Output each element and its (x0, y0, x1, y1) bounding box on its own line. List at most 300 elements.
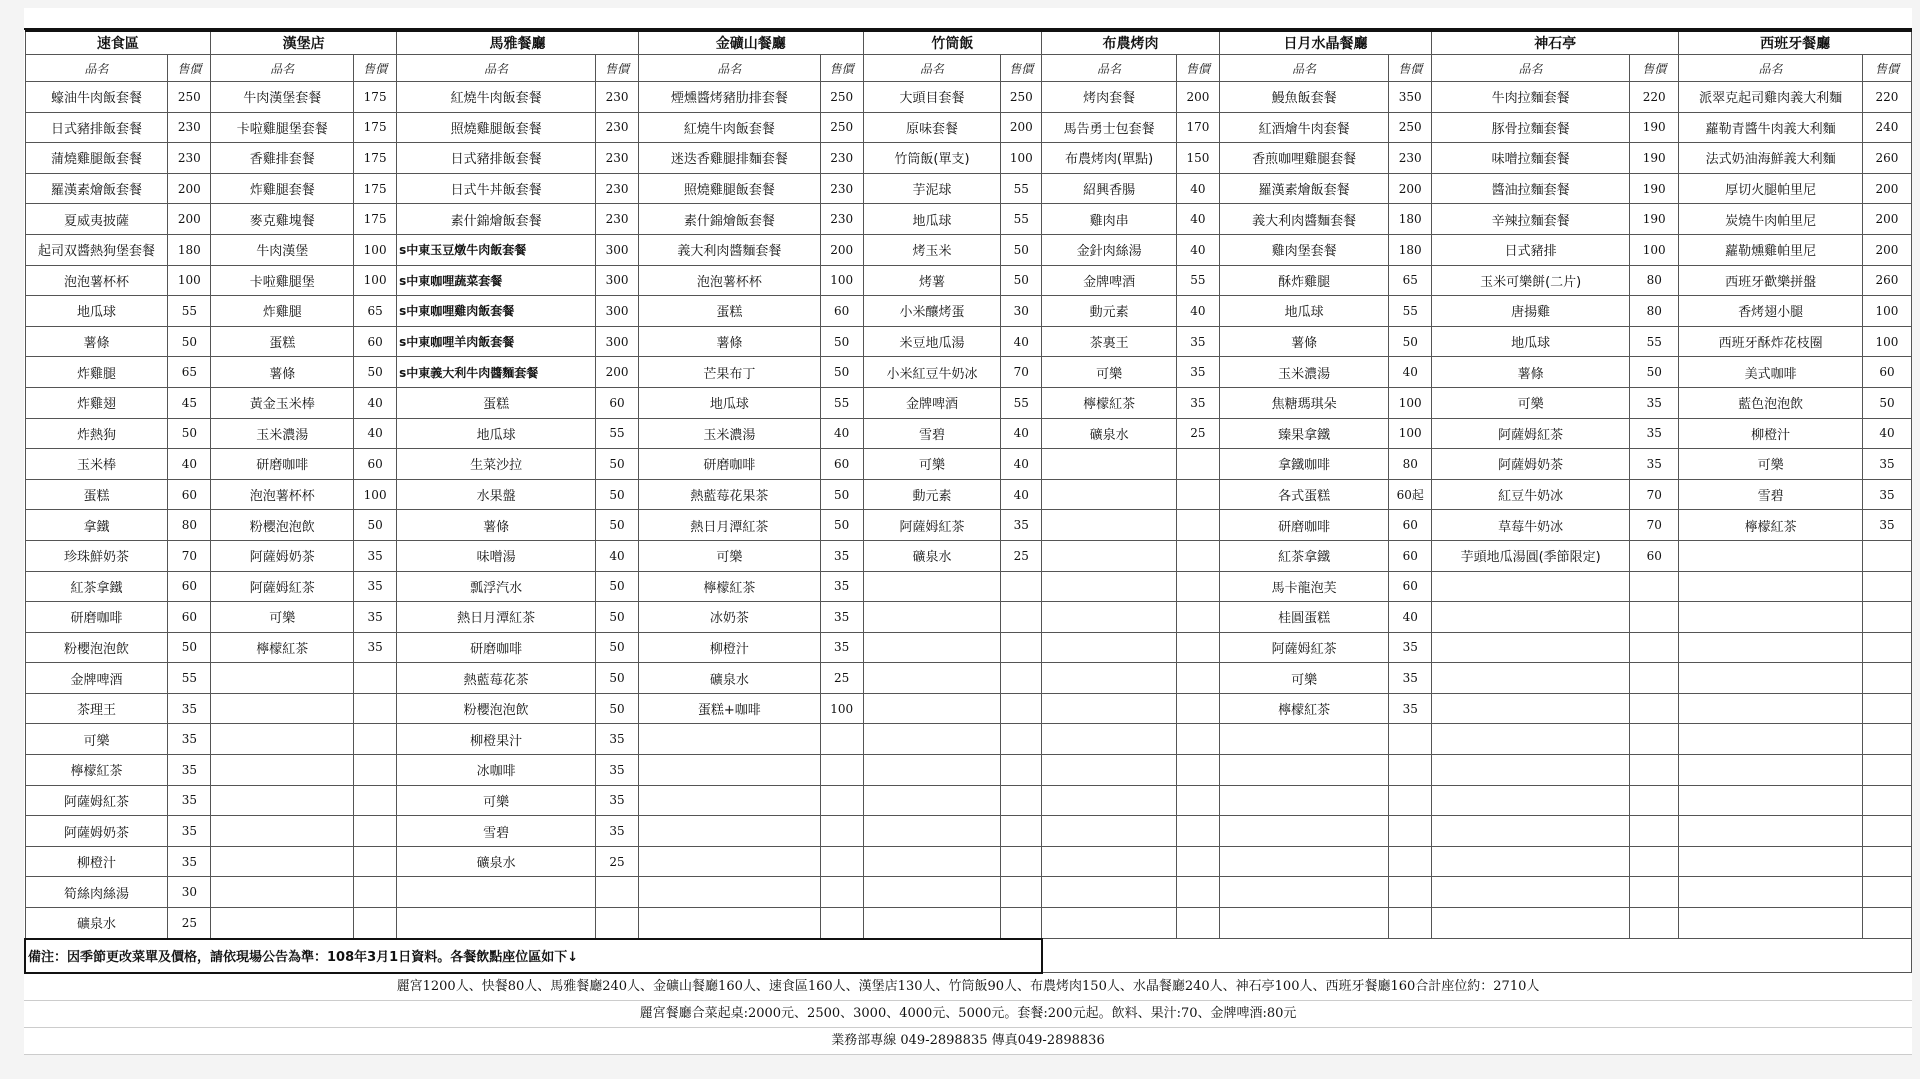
menu-item-price (1389, 846, 1432, 877)
menu-item-price (1630, 724, 1679, 755)
menu-item-price: 100 (168, 265, 211, 296)
table-row (25, 418, 1912, 449)
menu-item-price: 200 (1862, 234, 1911, 265)
menu-item-name: 炭燒牛肉帕里尼 (1679, 204, 1863, 235)
menu-item-name: 牛肉漢堡套餐 (211, 82, 354, 113)
menu-item-price: 230 (1389, 143, 1432, 174)
menu-item-name (863, 663, 1001, 694)
menu-item-price (1862, 908, 1911, 939)
menu-item-name (1042, 632, 1177, 663)
table-row (25, 357, 1912, 388)
menu-item-price (1176, 908, 1219, 939)
menu-item-name: 素什錦燴飯套餐 (397, 204, 596, 235)
menu-item-price: 35 (1862, 449, 1911, 480)
menu-sheet (24, 8, 1912, 1055)
menu-item-price: 35 (1389, 693, 1432, 724)
menu-item-price: 50 (354, 510, 397, 541)
menu-item-name (211, 785, 354, 816)
menu-item-price: 35 (168, 724, 211, 755)
menu-item-price (1389, 908, 1432, 939)
menu-item-price: 55 (820, 387, 863, 418)
menu-item-name: 檸檬紅茶 (25, 755, 168, 786)
menu-item-name (211, 724, 354, 755)
menu-item-name: 豚骨拉麵套餐 (1432, 112, 1630, 143)
menu-item-name (1219, 724, 1388, 755)
menu-item-name: 煙燻醬烤豬肋排套餐 (639, 82, 821, 113)
menu-item-price: 35 (354, 571, 397, 602)
menu-item-name: 雪碧 (1679, 479, 1863, 510)
menu-item-price: 350 (1389, 82, 1432, 113)
menu-item-name (1432, 693, 1630, 724)
menu-item-price (354, 877, 397, 908)
menu-item-price (1862, 693, 1911, 724)
menu-item-price: 250 (1389, 112, 1432, 143)
menu-item-price: 35 (168, 785, 211, 816)
menu-item-name: 熱藍莓花果茶 (639, 479, 821, 510)
menu-item-price (1001, 632, 1042, 663)
menu-item-price: 230 (168, 143, 211, 174)
menu-item-price: 300 (596, 234, 639, 265)
menu-item-name: 味噌湯 (397, 540, 596, 571)
menu-item-name: 蘿勒燻雞帕里尼 (1679, 234, 1863, 265)
menu-item-price: 50 (596, 479, 639, 510)
menu-item-price: 70 (168, 540, 211, 571)
menu-item-name: 珍珠鮮奶茶 (25, 540, 168, 571)
menu-item-price: 230 (596, 173, 639, 204)
menu-item-name: 美式咖啡 (1679, 357, 1863, 388)
menu-item-price: 35 (1630, 418, 1679, 449)
menu-item-name: 柳橙果汁 (397, 724, 596, 755)
menu-item-name: 礦泉水 (863, 540, 1001, 571)
menu-item-price: 55 (1176, 265, 1219, 296)
menu-item-price: 250 (820, 112, 863, 143)
menu-item-price: 35 (354, 540, 397, 571)
item-name-column-header: 品名 (1042, 55, 1177, 82)
table-row (25, 724, 1912, 755)
menu-item-price (1862, 632, 1911, 663)
menu-item-price: 40 (596, 540, 639, 571)
menu-item-price: 100 (354, 479, 397, 510)
menu-item-price (1176, 479, 1219, 510)
price-column-header: 售價 (1389, 55, 1432, 82)
menu-item-price: 175 (354, 204, 397, 235)
menu-item-name: 可樂 (397, 785, 596, 816)
menu-item-name: 法式奶油海鮮義大利麵 (1679, 143, 1863, 174)
menu-item-name: 米豆地瓜湯 (863, 326, 1001, 357)
menu-item-name: 原味套餐 (863, 112, 1001, 143)
menu-item-name (863, 846, 1001, 877)
menu-item-price: 35 (168, 693, 211, 724)
menu-item-price: 30 (1001, 296, 1042, 327)
menu-item-name: 熱日月潭紅茶 (639, 510, 821, 541)
menu-item-price: 30 (168, 877, 211, 908)
menu-item-price: 55 (1001, 204, 1042, 235)
menu-item-name: 西班牙酥炸花枝圈 (1679, 326, 1863, 357)
menu-item-price: 80 (1389, 449, 1432, 480)
menu-item-name: 小米釀烤蛋 (863, 296, 1001, 327)
menu-note: 備注：因季節更改菜單及價格，請依現場公告為準：108年3月1日資料。各餐飲點座位區如下↓ (25, 939, 1042, 973)
menu-item-price: 180 (1389, 234, 1432, 265)
menu-item-name: 紅酒燴牛肉套餐 (1219, 112, 1388, 143)
menu-item-name: 迷迭香雞腿排麵套餐 (639, 143, 821, 174)
restaurant-header: 日月水晶餐廳 (1219, 31, 1431, 55)
menu-item-price (1176, 785, 1219, 816)
menu-item-name: 阿薩姆紅茶 (25, 785, 168, 816)
menu-item-name: 竹筒飯(單支) (863, 143, 1001, 174)
menu-item-price (1176, 877, 1219, 908)
menu-item-price: 230 (596, 204, 639, 235)
menu-item-name (1432, 846, 1630, 877)
menu-item-price: 65 (168, 357, 211, 388)
menu-item-price: 60 (1862, 357, 1911, 388)
menu-item-price (1001, 816, 1042, 847)
menu-item-name (1679, 908, 1863, 939)
menu-item-price (1176, 693, 1219, 724)
menu-item-name: 地瓜球 (863, 204, 1001, 235)
menu-item-price: 35 (354, 632, 397, 663)
menu-item-price (1176, 510, 1219, 541)
menu-item-name (1679, 571, 1863, 602)
menu-item-name (1679, 540, 1863, 571)
table-row (25, 387, 1912, 418)
menu-item-name (1042, 908, 1177, 939)
menu-item-price: 250 (168, 82, 211, 113)
menu-item-name: 礦泉水 (1042, 418, 1177, 449)
menu-item-price: 70 (1001, 357, 1042, 388)
menu-item-name (211, 816, 354, 847)
menu-item-name: 雪碧 (863, 418, 1001, 449)
menu-item-price: 35 (596, 816, 639, 847)
menu-item-name: 可樂 (1432, 387, 1630, 418)
menu-item-price (354, 785, 397, 816)
menu-item-name: 可樂 (1219, 663, 1388, 694)
table-row (25, 632, 1912, 663)
menu-item-price: 35 (820, 571, 863, 602)
menu-item-name (1219, 846, 1388, 877)
menu-item-price: 60 (354, 326, 397, 357)
menu-item-name (1432, 877, 1630, 908)
menu-item-name: s中東咖哩蔬菜套餐 (397, 265, 596, 296)
restaurant-header: 速食區 (25, 31, 211, 55)
menu-item-name (1432, 755, 1630, 786)
menu-item-name: 可樂 (639, 540, 821, 571)
table-row (25, 112, 1912, 143)
menu-item-price: 60 (1389, 571, 1432, 602)
menu-item-price: 50 (1001, 234, 1042, 265)
table-row (25, 785, 1912, 816)
menu-item-name (863, 908, 1001, 939)
menu-item-name: 蛋糕 (639, 296, 821, 327)
restaurant-header: 馬雅餐廳 (397, 31, 639, 55)
menu-item-name: 研磨咖啡 (639, 449, 821, 480)
menu-item-name (639, 724, 821, 755)
menu-item-price (1389, 816, 1432, 847)
menu-item-name: 炸雞腿 (211, 296, 354, 327)
menu-item-price (1862, 846, 1911, 877)
menu-item-name: 阿薩姆紅茶 (863, 510, 1001, 541)
menu-item-name: 馬告勇士包套餐 (1042, 112, 1177, 143)
menu-item-name: 研磨咖啡 (211, 449, 354, 480)
menu-item-name: 可樂 (211, 602, 354, 633)
menu-item-price (1630, 632, 1679, 663)
menu-item-price: 100 (1389, 387, 1432, 418)
menu-item-name (1042, 724, 1177, 755)
menu-item-name: 阿薩姆奶茶 (211, 540, 354, 571)
menu-item-price: 50 (596, 663, 639, 694)
menu-item-name: 炸雞腿 (25, 357, 168, 388)
menu-item-price: 40 (1001, 326, 1042, 357)
menu-item-name: 羅漢素燴飯套餐 (1219, 173, 1388, 204)
menu-item-name: 粉櫻泡泡飲 (211, 510, 354, 541)
menu-item-name (1219, 877, 1388, 908)
table-row (25, 143, 1912, 174)
restaurant-header-row (25, 31, 1912, 55)
menu-item-name: 各式蛋糕 (1219, 479, 1388, 510)
menu-item-name (1679, 816, 1863, 847)
menu-item-price (1176, 602, 1219, 633)
item-name-column-header: 品名 (1432, 55, 1630, 82)
menu-item-price (1001, 755, 1042, 786)
price-column-header: 售價 (354, 55, 397, 82)
menu-item-name: s中東咖哩雞肉飯套餐 (397, 296, 596, 327)
menu-item-price: 60 (820, 296, 863, 327)
menu-item-name (863, 724, 1001, 755)
item-name-column-header: 品名 (639, 55, 821, 82)
menu-item-name (1432, 663, 1630, 694)
table-row (25, 846, 1912, 877)
menu-item-price (1001, 693, 1042, 724)
menu-item-price (1176, 449, 1219, 480)
menu-item-name (639, 816, 821, 847)
menu-item-price: 100 (1001, 143, 1042, 174)
menu-item-price (1630, 602, 1679, 633)
restaurant-header: 布農烤肉 (1042, 31, 1220, 55)
price-column-header: 售價 (1630, 55, 1679, 82)
menu-item-name: 拿鐵 (25, 510, 168, 541)
menu-item-name: 玉米濃湯 (1219, 357, 1388, 388)
menu-item-price: 50 (354, 357, 397, 388)
menu-item-name: 紅燒牛肉飯套餐 (639, 112, 821, 143)
menu-item-name (1219, 908, 1388, 939)
menu-item-name: 日式豬排飯套餐 (397, 143, 596, 174)
menu-item-name: 日式豬排飯套餐 (25, 112, 168, 143)
menu-item-name: 泡泡薯杯杯 (639, 265, 821, 296)
price-column-header: 售價 (820, 55, 863, 82)
menu-item-name (211, 755, 354, 786)
note-row (25, 939, 1912, 973)
menu-item-price: 50 (1630, 357, 1679, 388)
menu-item-price: 230 (596, 112, 639, 143)
menu-item-name (1432, 816, 1630, 847)
menu-item-price: 190 (1630, 204, 1679, 235)
menu-item-price (1862, 755, 1911, 786)
menu-item-name: 金牌啤酒 (863, 387, 1001, 418)
menu-item-price: 40 (1176, 173, 1219, 204)
menu-item-name: 辛辣拉麵套餐 (1432, 204, 1630, 235)
menu-item-name: 研磨咖啡 (397, 632, 596, 663)
menu-item-name: 烤薯 (863, 265, 1001, 296)
menu-item-name: 香烤翅小腿 (1679, 296, 1863, 327)
menu-item-name: 雪碧 (397, 816, 596, 847)
menu-item-name: 檸檬紅茶 (639, 571, 821, 602)
menu-item-name (1432, 908, 1630, 939)
menu-item-price: 60 (820, 449, 863, 480)
sheet-top-bar (24, 8, 1912, 30)
menu-item-price (354, 846, 397, 877)
menu-item-name: 薯條 (639, 326, 821, 357)
menu-item-price: 230 (168, 112, 211, 143)
table-row (25, 265, 1912, 296)
menu-item-name (211, 908, 354, 939)
table-row (25, 234, 1912, 265)
price-column-header: 售價 (1176, 55, 1219, 82)
menu-item-price: 25 (1176, 418, 1219, 449)
menu-item-name: 金針肉絲湯 (1042, 234, 1177, 265)
table-row (25, 479, 1912, 510)
menu-item-name: 臻果拿鐵 (1219, 418, 1388, 449)
menu-item-name (1042, 663, 1177, 694)
menu-item-name: 布農烤肉(單點) (1042, 143, 1177, 174)
menu-item-price: 100 (1862, 326, 1911, 357)
menu-item-price: 260 (1862, 265, 1911, 296)
menu-item-price: 35 (596, 755, 639, 786)
menu-item-name: 紅豆牛奶冰 (1432, 479, 1630, 510)
menu-item-price: 200 (1862, 173, 1911, 204)
menu-item-price (1001, 785, 1042, 816)
menu-item-name (1679, 663, 1863, 694)
menu-item-name: 照燒雞腿飯套餐 (639, 173, 821, 204)
restaurant-header: 金礦山餐廳 (639, 31, 864, 55)
menu-item-price: 50 (820, 510, 863, 541)
menu-item-name: 地瓜球 (639, 387, 821, 418)
menu-item-price (1862, 571, 1911, 602)
menu-item-name: 烤玉米 (863, 234, 1001, 265)
menu-item-price: 65 (354, 296, 397, 327)
table-row (25, 663, 1912, 694)
menu-item-name: 義大利肉醬麵套餐 (639, 234, 821, 265)
menu-item-name: 水果盤 (397, 479, 596, 510)
restaurant-header: 神石亭 (1432, 31, 1679, 55)
menu-item-price: 230 (820, 173, 863, 204)
menu-item-price (1176, 540, 1219, 571)
menu-item-price (1389, 877, 1432, 908)
menu-item-price: 35 (820, 540, 863, 571)
menu-item-name: 蘿勒青醬牛肉義大利麵 (1679, 112, 1863, 143)
menu-item-price (1630, 785, 1679, 816)
menu-item-price: 40 (1001, 449, 1042, 480)
menu-item-price: 35 (1176, 387, 1219, 418)
menu-item-name: 研磨咖啡 (25, 602, 168, 633)
menu-item-price: 60 (1389, 510, 1432, 541)
menu-item-price (1630, 908, 1679, 939)
menu-item-price: 35 (1001, 510, 1042, 541)
menu-item-price: 150 (1176, 143, 1219, 174)
table-row (25, 326, 1912, 357)
menu-item-name: 蛋糕+咖啡 (639, 693, 821, 724)
menu-item-price (1176, 632, 1219, 663)
menu-item-name: 可樂 (863, 449, 1001, 480)
menu-item-price: 250 (1001, 82, 1042, 113)
menu-item-name (1219, 785, 1388, 816)
menu-item-name: 金牌啤酒 (1042, 265, 1177, 296)
menu-item-price (1862, 602, 1911, 633)
menu-item-price: 80 (168, 510, 211, 541)
menu-item-name: 蛋糕 (211, 326, 354, 357)
menu-item-price (596, 877, 639, 908)
menu-item-price: 300 (596, 265, 639, 296)
menu-item-price: 50 (168, 632, 211, 663)
menu-item-price (1862, 663, 1911, 694)
menu-item-price: 170 (1176, 112, 1219, 143)
menu-item-name: 動元素 (863, 479, 1001, 510)
menu-item-price: 200 (168, 173, 211, 204)
menu-item-price: 50 (596, 632, 639, 663)
menu-item-name: 蛋糕 (397, 387, 596, 418)
menu-item-price: 50 (820, 479, 863, 510)
menu-item-price: 25 (1001, 540, 1042, 571)
menu-item-price: 200 (168, 204, 211, 235)
menu-item-price: 300 (596, 296, 639, 327)
menu-item-name: 照燒雞腿飯套餐 (397, 112, 596, 143)
menu-item-name: 柳橙汁 (25, 846, 168, 877)
menu-item-name (639, 846, 821, 877)
menu-item-price: 60 (1630, 540, 1679, 571)
menu-item-name: s中東義大利牛肉醬麵套餐 (397, 357, 596, 388)
menu-item-name: 檸檬紅茶 (211, 632, 354, 663)
menu-item-price: 175 (354, 82, 397, 113)
menu-item-name: 地瓜球 (1432, 326, 1630, 357)
menu-item-name: 蠔油牛肉飯套餐 (25, 82, 168, 113)
table-row (25, 510, 1912, 541)
menu-item-name (863, 785, 1001, 816)
restaurant-header: 漢堡店 (211, 31, 397, 55)
menu-item-price: 35 (820, 602, 863, 633)
menu-item-name (211, 693, 354, 724)
menu-item-name: 冰奶茶 (639, 602, 821, 633)
menu-item-name: 紅燒牛肉飯套餐 (397, 82, 596, 113)
menu-item-name (863, 755, 1001, 786)
menu-item-price: 60 (596, 387, 639, 418)
menu-item-price (1630, 571, 1679, 602)
menu-item-name: 藍色泡泡飲 (1679, 387, 1863, 418)
menu-item-price: 35 (1389, 632, 1432, 663)
menu-item-price: 60 (1389, 540, 1432, 571)
menu-item-price (354, 908, 397, 939)
menu-item-name: 雞肉串 (1042, 204, 1177, 235)
menu-item-price (1389, 785, 1432, 816)
menu-item-price: 50 (596, 510, 639, 541)
menu-item-name (1042, 571, 1177, 602)
menu-item-name: 草莓牛奶冰 (1432, 510, 1630, 541)
menu-item-name (863, 632, 1001, 663)
menu-item-name: 紅茶拿鐵 (1219, 540, 1388, 571)
price-column-header: 售價 (1862, 55, 1911, 82)
menu-item-name: 動元素 (1042, 296, 1177, 327)
menu-item-name (1432, 785, 1630, 816)
menu-item-price: 35 (168, 846, 211, 877)
menu-item-name: 炸雞腿套餐 (211, 173, 354, 204)
menu-item-name: 冰咖啡 (397, 755, 596, 786)
menu-item-price (1630, 663, 1679, 694)
menu-item-name: 牛肉漢堡 (211, 234, 354, 265)
menu-item-name (1432, 724, 1630, 755)
menu-item-price: 35 (596, 724, 639, 755)
menu-item-price: 200 (1862, 204, 1911, 235)
menu-item-price (1630, 877, 1679, 908)
menu-item-price (354, 663, 397, 694)
menu-item-price: 40 (1176, 296, 1219, 327)
menu-item-price: 50 (168, 326, 211, 357)
